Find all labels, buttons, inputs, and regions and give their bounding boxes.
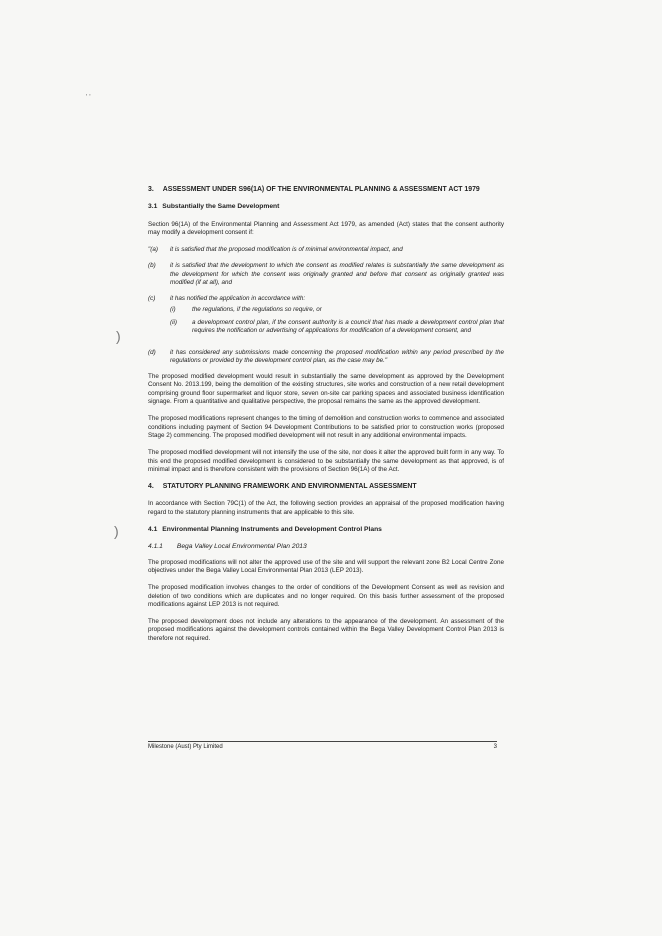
section-4-1-heading	[148, 526, 504, 534]
clause-text: it has notified the application in accordance with:	[170, 295, 306, 303]
subclause-text: the regulations, if the regulations so require, or	[192, 305, 322, 313]
clause-text: it is satisfied that the proposed modification is of minimal environmental impact, and	[170, 246, 403, 254]
punch-hole-bottom: )	[114, 523, 119, 539]
subclause-label: (i)	[170, 305, 176, 313]
section-4-heading	[148, 483, 504, 491]
clause-d	[148, 349, 504, 366]
subsection-title: Substantially the Same Development	[162, 203, 280, 211]
punch-hole-top: )	[116, 328, 121, 344]
footer-company: Milestone (Aust) Pty Limited	[148, 744, 223, 750]
clause-label: "(a)	[148, 246, 158, 254]
clause-b	[148, 262, 504, 287]
section-3-heading	[148, 186, 504, 194]
subsection-title: Environmental Planning Instruments and Development Control Plans	[162, 526, 382, 534]
clause-label: (d)	[148, 348, 156, 356]
section-title: STATUTORY PLANNING FRAMEWORK AND ENVIRONMENTAL ASSESSMENT	[162, 483, 417, 491]
subclause-label: (ii)	[170, 318, 177, 326]
subclause-i	[170, 306, 504, 314]
paragraph: The proposed modified development would result in substantially the same development as approved by the Development Consent No. 2013.199, being the demolition of the existing structures, site works and construction of a new retail development comprising ground floor supermarket and liquor store, seven on-site car parking spaces and associated business identification signage. From a quantitative and qualitative perspective, the proposal remains the same as the approved development.	[148, 373, 504, 406]
subsection-number: 3.1	[148, 203, 158, 211]
clause-text: it is satisfied that the development to which the consent as modified relates is substantially the same development as the development for which the consent was originally granted and before that consent as originally granted was modified (if at all), and	[170, 262, 504, 287]
paragraph: The proposed modified development will not intensify the use of the site, nor does it alter the approved built form in any way. To this end the proposed modified development is considered to be substantially the same development as that approved, is of minimal impact and is therefore consistent with the provisions of Section 96(1A) of the Act.	[148, 449, 504, 473]
clause-c	[148, 295, 504, 340]
margin-mark: ' '	[86, 94, 91, 101]
clause-a	[148, 246, 504, 254]
section-4-1-1-heading	[148, 543, 504, 551]
page-footer	[148, 741, 497, 750]
paragraph: The proposed development does not include any alterations to the appearance of the development. An assessment of the proposed modifications against the development controls contained within the Bega Valley Development Control Plan 2013 is therefore not required.	[148, 618, 504, 642]
subsubsection-number: 4.1.1	[148, 543, 163, 551]
clause-label: (b)	[148, 262, 156, 270]
paragraph: Section 96(1A) of the Environmental Planning and Assessment Act 1979, as amended (Act) states that the consent authority may modify a development consent if:	[148, 220, 504, 236]
section-number: 3.	[148, 186, 154, 193]
subsubsection-title: Bega Valley Local Environmental Plan 2013	[176, 543, 307, 551]
clause-label: (c)	[148, 295, 156, 303]
paragraph: In accordance with Section 79C(1) of the Act, the following section provides an appraisal of the proposed modification having regard to the statutory planning instruments that are applicable to this site.	[148, 500, 504, 516]
paragraph: The proposed modifications will not alter the approved use of the site and will support the relevant zone B2 Local Centre Zone objectives under the Bega Valley Local Environmental Plan 2013 (LEP 2013).	[148, 558, 504, 574]
subclause-ii	[170, 319, 504, 336]
section-number: 4.	[148, 483, 154, 491]
clause-text: it has considered any submissions made concerning the proposed modification within any period prescribed by the regulations or provided by the development control plan, as the case may be."	[170, 348, 504, 364]
paragraph: The proposed modification involves changes to the order of conditions of the Development Consent as well as revision and deletion of two conditions which are duplicates and no longer required. On this basis further assessment of the proposed modifications against LEP 2013 is not required.	[148, 584, 504, 608]
subsection-number: 4.1	[148, 526, 158, 534]
page-number: 3	[493, 744, 497, 750]
paragraph: The proposed modifications represent changes to the timing of demolition and construction works to commence and associated conditions including payment of Section 94 Development Contributions to be satisfied prior to construction works (proposed Stage 2) commencing. The proposed modified development will not result in any additional environmental impacts.	[148, 415, 504, 439]
subclause-text: a development control plan, if the consent authority is a council that has made a development control plan that requires the notification or advertising of applications for modification of a development consent, and	[192, 318, 504, 335]
document-body	[148, 186, 504, 652]
section-title: ASSESSMENT UNDER S96(1A) OF THE ENVIRONMENTAL PLANNING & ASSESSMENT ACT 1979	[162, 186, 480, 193]
section-3-1-heading	[148, 203, 504, 211]
